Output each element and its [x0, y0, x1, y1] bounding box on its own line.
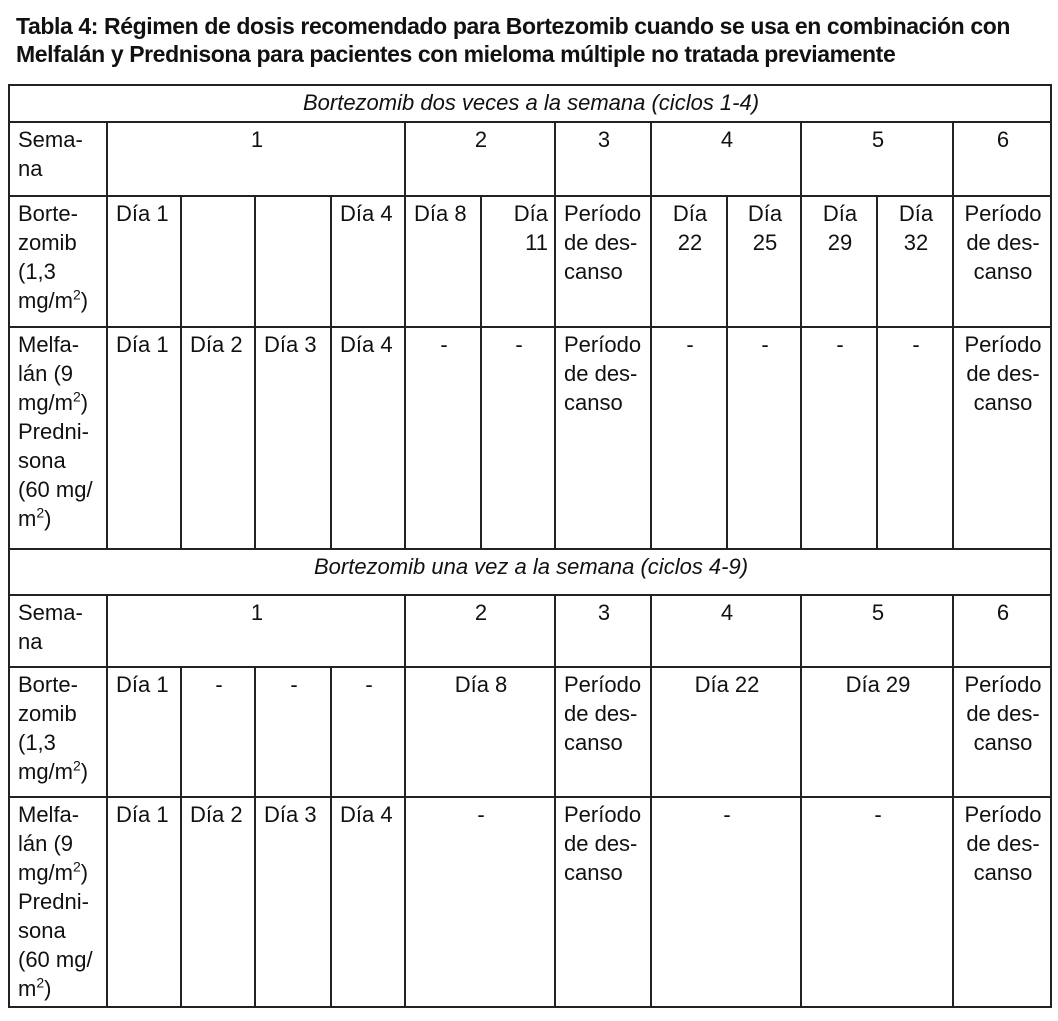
rest-period-cell: Período de des- canso [555, 327, 651, 549]
rest-period-cell: Período de des- canso [555, 667, 651, 797]
dose-cell: Día 1 [107, 196, 181, 327]
dose-cell: - [801, 327, 877, 549]
dose-cell: Día 29 [801, 196, 877, 327]
table-row [9, 122, 1051, 196]
dose-cell: Día 29 [801, 667, 953, 797]
row-label-melfalan-prednisona: Melfa- lán (9 $mg/m^2$) Predni- sona (60 mg/ $m^2$) [9, 797, 107, 1007]
week-cell: 5 [801, 595, 953, 667]
week-cell: 2 [405, 595, 555, 667]
rest-period-cell: Período de des- canso [555, 797, 651, 1007]
row-label-semana: Sema- na [9, 122, 107, 196]
table-row [9, 327, 1051, 549]
caption-line-1: Tabla 4: Régimen de dosis recomendado para Bortezomib cuando se usa en combinación con [16, 13, 1011, 39]
week-cell: 1 [107, 122, 405, 196]
section-title: Bortezomib una vez a la semana (ciclos 4-9) [9, 549, 1051, 595]
dose-cell: - [255, 667, 331, 797]
dose-cell: Día 1 [107, 797, 181, 1007]
dose-cell: - [405, 797, 555, 1007]
row-label-bortezomib: Borte- zomib (1,3 $mg/m^2$) [9, 667, 107, 797]
dose-cell: Día 22 [651, 196, 727, 327]
section-row [9, 85, 1051, 122]
dose-cell [181, 196, 255, 327]
rest-period-cell: Período de des- canso [953, 196, 1051, 327]
dose-cell: Día 3 [255, 797, 331, 1007]
dose-cell: Día 4 [331, 196, 405, 327]
rest-period-cell: Período de des- canso [555, 196, 651, 327]
week-cell: 6 [953, 595, 1051, 667]
rest-period-cell: Período de des- canso [953, 667, 1051, 797]
table-caption [16, 12, 1046, 68]
dosing-table [8, 84, 1052, 1008]
table-row [9, 196, 1051, 327]
dose-cell: Día 32 [877, 196, 953, 327]
table-row [9, 595, 1051, 667]
dose-cell: Día 8 [405, 196, 481, 327]
dose-cell: Día 3 [255, 327, 331, 549]
row-label-bortezomib: Borte- zomib (1,3 $mg/m^2$) [9, 196, 107, 327]
dose-cell: Día 22 [651, 667, 801, 797]
dose-cell: Día 4 [331, 797, 405, 1007]
week-cell: 2 [405, 122, 555, 196]
week-cell: 3 [555, 122, 651, 196]
dose-cell: - [651, 327, 727, 549]
week-cell: 4 [651, 595, 801, 667]
dose-cell: Día 8 [405, 667, 555, 797]
dose-cell [255, 196, 331, 327]
row-label-melfalan-prednisona: Melfa- lán (9 $mg/m^2$) Predni- sona (60 mg/ $m^2$) [9, 327, 107, 549]
week-cell: 6 [953, 122, 1051, 196]
rest-period-cell: Período de des- canso [953, 797, 1051, 1007]
dose-cell: - [181, 667, 255, 797]
dose-cell: Día 25 [727, 196, 801, 327]
week-cell: 4 [651, 122, 801, 196]
dose-cell: Día 1 [107, 667, 181, 797]
dose-cell: Día 11 [481, 196, 555, 327]
dose-cell: Día 4 [331, 327, 405, 549]
table-row [9, 667, 1051, 797]
dose-cell: - [801, 797, 953, 1007]
week-cell: 3 [555, 595, 651, 667]
dose-cell: - [405, 327, 481, 549]
table-row [9, 797, 1051, 1007]
dose-cell: - [481, 327, 555, 549]
section-row [9, 549, 1051, 595]
rest-period-cell: Período de des- canso [953, 327, 1051, 549]
week-cell: 1 [107, 595, 405, 667]
dose-cell: Día 2 [181, 797, 255, 1007]
dose-cell: - [727, 327, 801, 549]
dose-cell: - [331, 667, 405, 797]
caption-line-2: Melfalán y Prednisona para pacientes con mieloma múltiple no tratada previamente [16, 41, 896, 67]
dose-cell: Día 1 [107, 327, 181, 549]
row-label-semana: Sema- na [9, 595, 107, 667]
week-cell: 5 [801, 122, 953, 196]
dose-cell: - [651, 797, 801, 1007]
section-title: Bortezomib dos veces a la semana (ciclos 1-4) [9, 85, 1051, 122]
dose-cell: Día 2 [181, 327, 255, 549]
dose-cell: - [877, 327, 953, 549]
